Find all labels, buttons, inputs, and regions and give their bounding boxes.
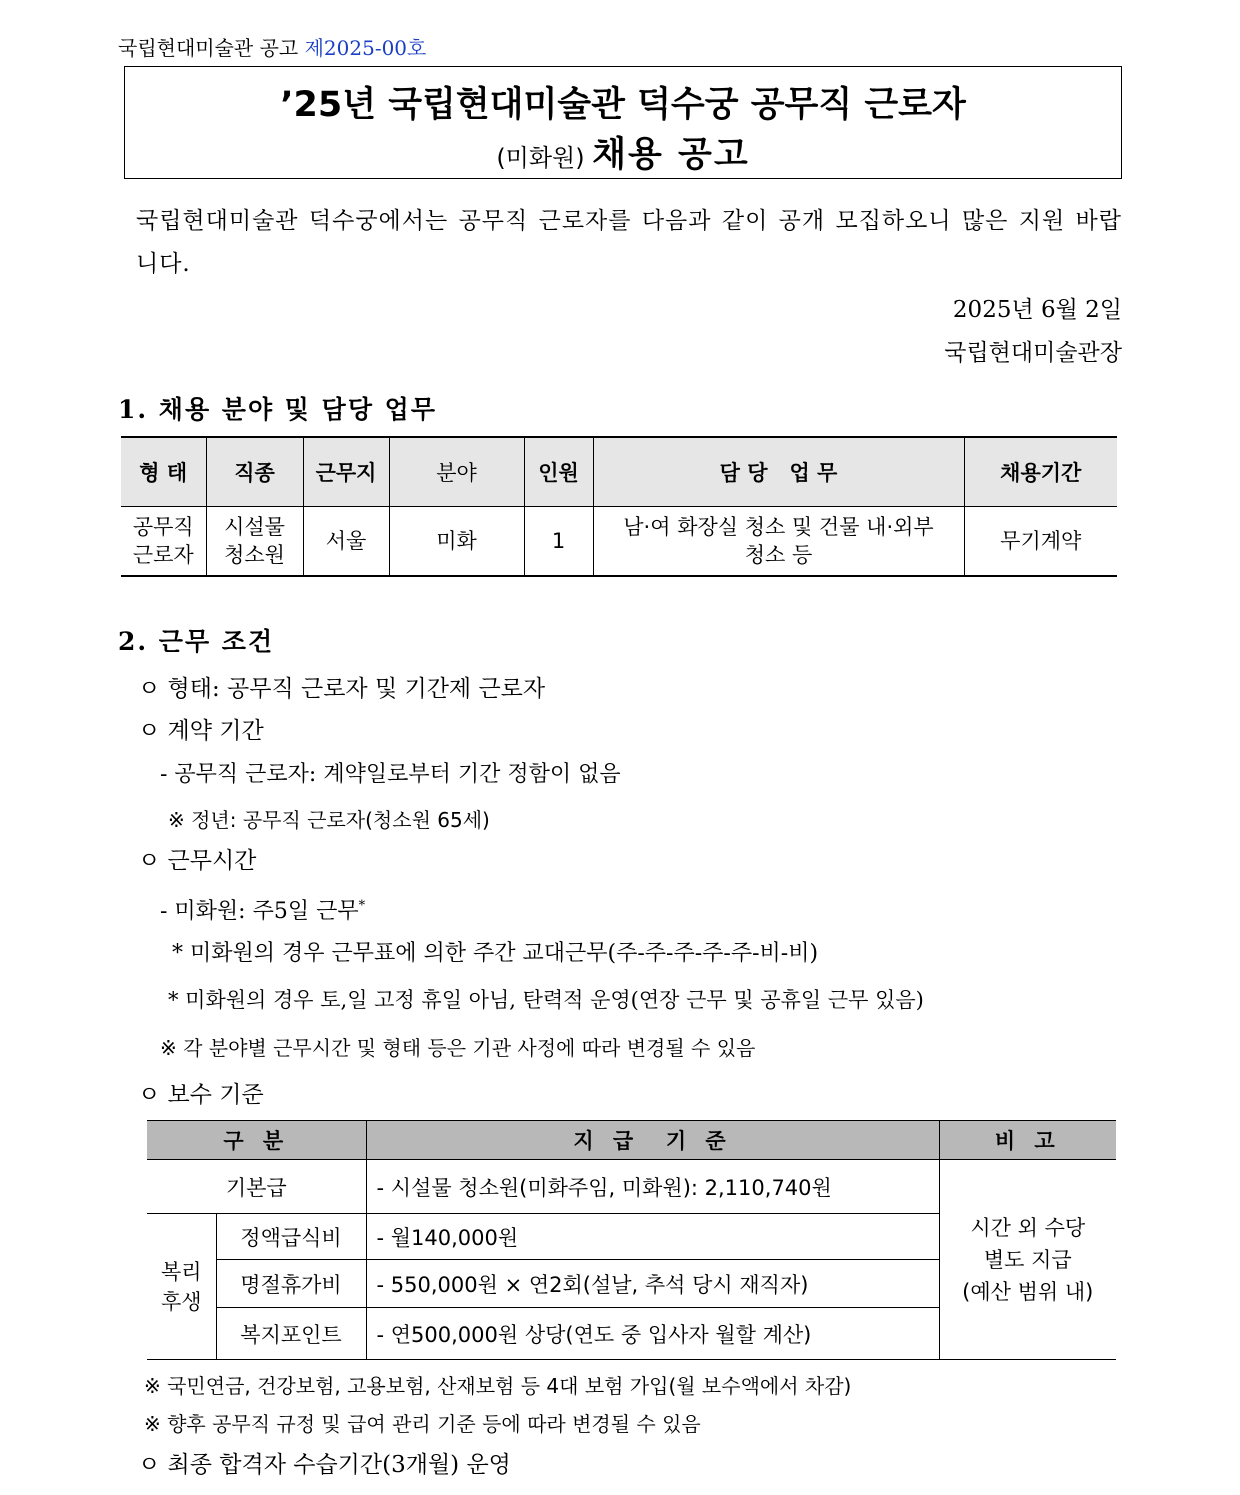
hours-title: ㅇ 근무시간 [138, 848, 257, 874]
meal-label: 정액급식비 [216, 1214, 366, 1260]
pay-header-category: 구 분 [147, 1121, 366, 1160]
notice-header [118, 32, 426, 61]
rule-note: ※ 향후 공무직 규정 및 급여 관리 기준 등에 따라 변경될 수 있음 [144, 1412, 701, 1436]
hours-note2: * 미화원의 경우 토,일 고정 휴일 아님, 탄력적 운영(연장 근무 및 공휴일 근무 있음) [168, 988, 924, 1012]
table-row [121, 507, 1117, 577]
header-count: 인원 [524, 437, 593, 507]
section2-title: 2. 근무 조건 [118, 627, 275, 656]
title-line1: ’25년 국립현대미술관 덕수궁 공무직 근로자 [280, 85, 966, 125]
title-box [124, 66, 1122, 179]
cell-period: 무기계약 [964, 507, 1117, 577]
point-label: 복지포인트 [216, 1308, 366, 1360]
job-table-header [121, 437, 1117, 507]
insurance-note: ※ 국민연금, 건강보험, 고용보험, 산재보험 등 4대 보험 가입(월 보수액에서 차감) [144, 1374, 852, 1398]
holiday-value: - 550,000원 × 연2회(설날, 추석 당시 재직자) [366, 1260, 939, 1308]
hours-note1: * 미화원의 경우 근무표에 의한 주간 교대근무(주-주-주-주-주-비-비) [172, 941, 819, 966]
pay-header-remark: 비 고 [939, 1121, 1116, 1160]
holiday-label: 명절휴가비 [216, 1260, 366, 1308]
form-line: ㅇ 형태: 공무직 근로자 및 기간제 근로자 [138, 676, 546, 702]
title-main: 채용 공고 [592, 135, 750, 175]
hours-item-mark: * [358, 898, 366, 914]
cell-count: 1 [524, 507, 593, 577]
job-table [121, 436, 1117, 577]
cell-job: 시설물 청소원 [206, 507, 303, 577]
contract-item: - 공무직 근로자: 계약일로부터 기간 정함이 없음 [160, 762, 621, 787]
notice-prefix: 국립현대미술관 공고 [118, 36, 305, 60]
notice-number: 제2025-00호 [304, 36, 427, 60]
contract-title: ㅇ 계약 기간 [138, 718, 264, 744]
pay-table-header [147, 1121, 1116, 1160]
cell-duty: 남·여 화장실 청소 및 건물 내·외부 청소 등 [593, 507, 964, 577]
title-line2 [125, 127, 1121, 177]
hours-item-text: - 미화원: 주5일 근무 [160, 899, 359, 924]
header-location: 근무지 [303, 437, 389, 507]
hours-item [160, 894, 365, 925]
welfare-label: 복리 후생 [147, 1214, 216, 1360]
pay-header-criteria: 지 급 기 준 [366, 1121, 939, 1160]
table-row [147, 1160, 1116, 1214]
issuer: 국립현대미술관장 [944, 340, 1122, 366]
cell-type: 공무직 근로자 [121, 507, 206, 577]
meal-value: - 월140,000원 [366, 1214, 939, 1260]
cell-location: 서울 [303, 507, 389, 577]
header-duty: 담 당 업 무 [593, 437, 964, 507]
title-sub: (미화원) [496, 144, 593, 172]
hours-note3: ※ 각 분야별 근무시간 및 형태 등은 기관 사정에 따라 변경될 수 있음 [160, 1036, 756, 1060]
section1-title: 1. 채용 분야 및 담당 업무 [118, 395, 437, 424]
base-pay-label: 기본급 [147, 1160, 366, 1214]
header-field: 분야 [389, 437, 524, 507]
intro-paragraph: 국립현대미술관 덕수궁에서는 공무직 근로자를 다음과 같이 공개 모집하오니 많은 지원 바랍니다. [136, 208, 1122, 277]
base-pay-value: - 시설물 청소원(미화주임, 미화원): 2,110,740원 [366, 1160, 939, 1214]
probation-line: ㅇ 최종 합격자 수습기간(3개월) 운영 [138, 1452, 511, 1478]
pay-remark: 시간 외 수당 별도 지급 (예산 범위 내) [939, 1160, 1116, 1360]
pay-table [147, 1120, 1116, 1360]
point-value: - 연500,000원 상당(연도 중 입사자 월할 계산) [366, 1308, 939, 1360]
notice-date: 2025년 6월 2일 [952, 297, 1122, 323]
cell-field: 미화 [389, 507, 524, 577]
retire-note: ※ 정년: 공무직 근로자(청소원 65세) [168, 808, 490, 832]
header-type: 형 태 [121, 437, 206, 507]
header-job: 직종 [206, 437, 303, 507]
pay-title: ㅇ 보수 기준 [138, 1082, 264, 1108]
header-period: 채용기간 [964, 437, 1117, 507]
